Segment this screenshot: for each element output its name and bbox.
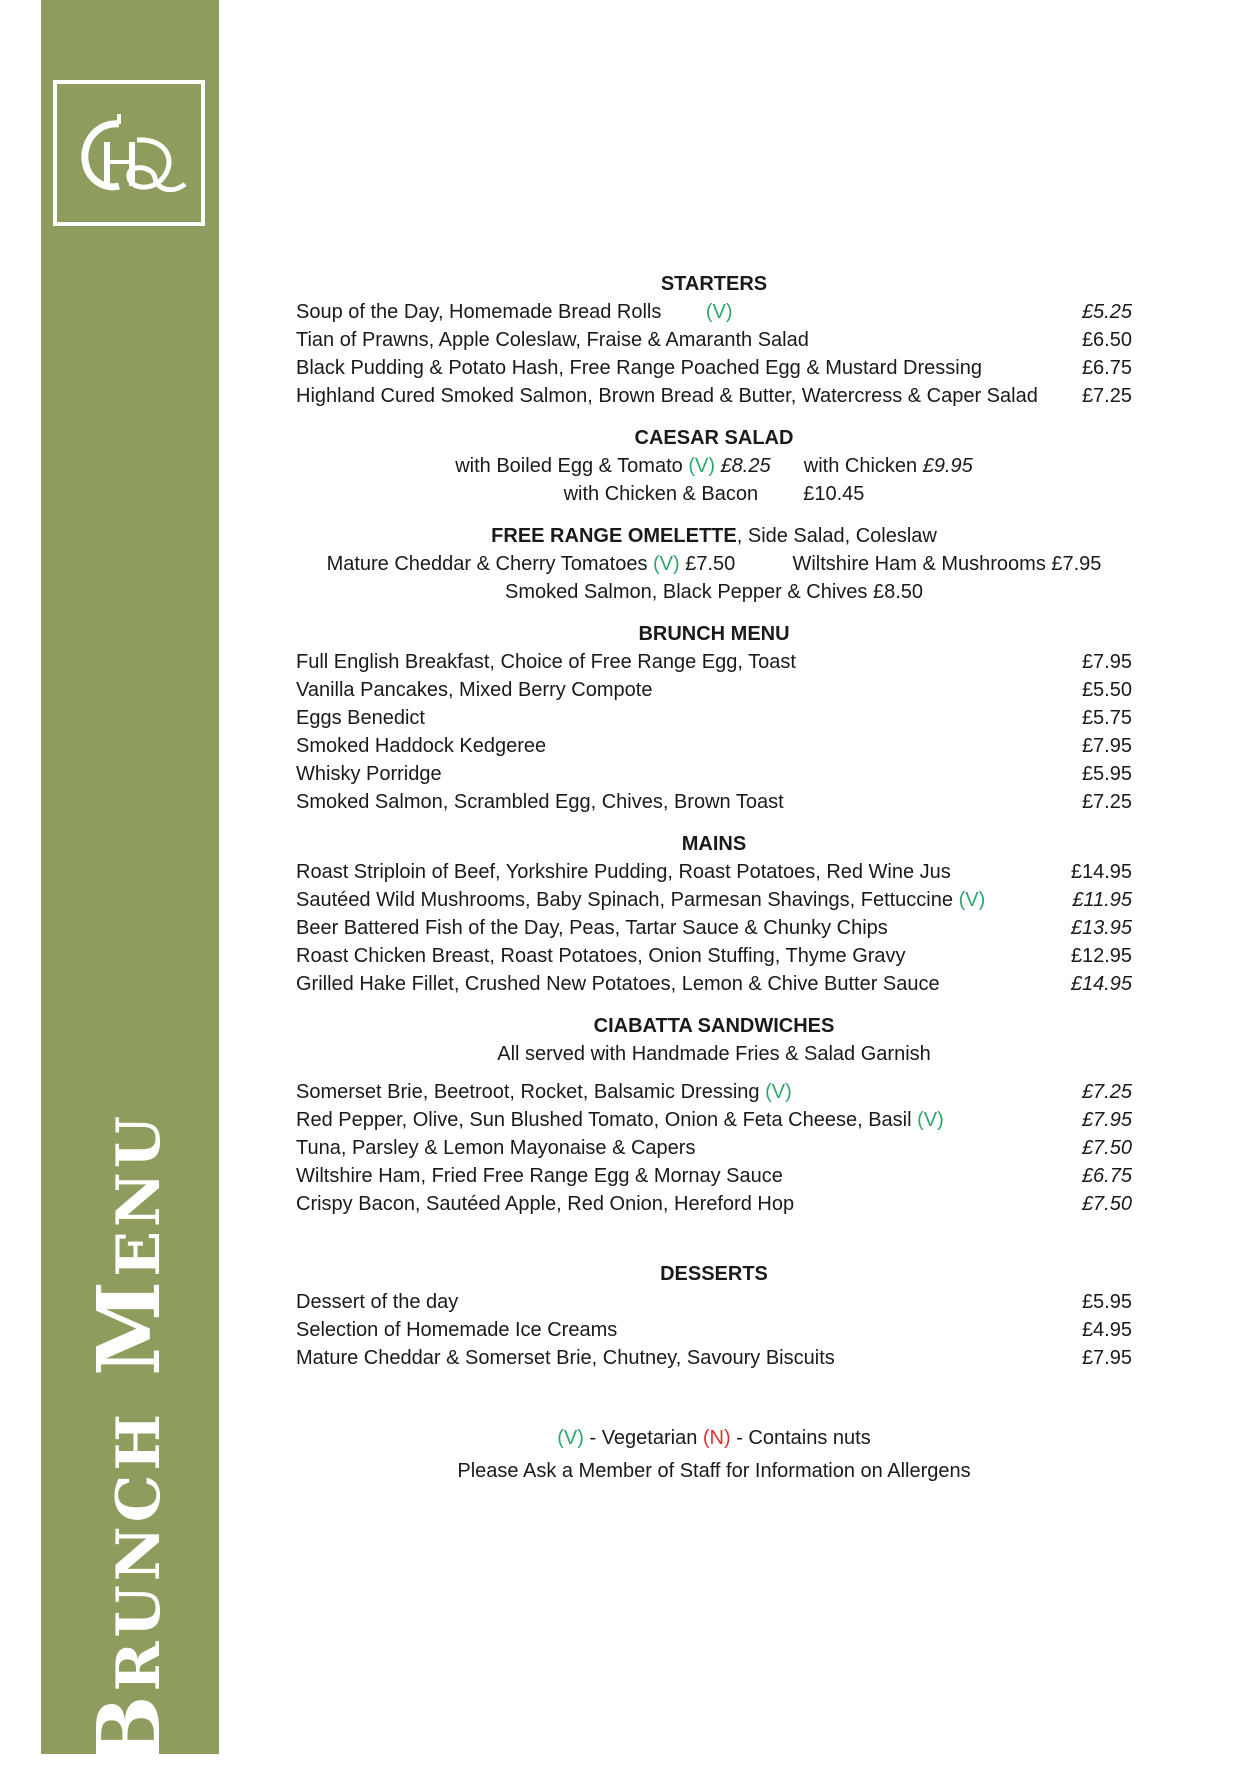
section-title: STARTERS xyxy=(660,273,768,295)
item-name: Grilled Hake Fillet, Crushed New Potatoes, Lemon & Chive Butter Sauce xyxy=(296,973,940,995)
menu-item xyxy=(296,732,1132,760)
caesar-line-2 xyxy=(296,480,1132,508)
item-name: Eggs Benedict xyxy=(296,707,425,729)
menu-item xyxy=(296,1344,1132,1372)
mains-section xyxy=(296,830,1132,998)
item-price: £6.75 xyxy=(1081,357,1132,379)
menu-item xyxy=(296,858,1132,886)
omelette-heading xyxy=(296,522,1132,550)
omelette-line-2: Smoked Salmon, Black Pepper & Chives £8.50 xyxy=(505,581,923,603)
omelette-section xyxy=(296,522,1132,606)
caesar-line-1 xyxy=(296,452,1132,480)
item-price: £7.95 xyxy=(1081,735,1132,757)
caesar-section xyxy=(296,424,1132,508)
item-price: £5.95 xyxy=(1081,1291,1132,1313)
menu-item xyxy=(296,942,1132,970)
menu-item xyxy=(296,382,1132,410)
sidebar-title: Brunch Menu xyxy=(79,1111,180,1768)
logo-icon xyxy=(57,84,201,222)
menu-item xyxy=(296,1162,1132,1190)
item-price: £7.95 xyxy=(1081,1109,1132,1131)
item-price: £7.95 xyxy=(1081,651,1132,673)
item-name: Vanilla Pancakes, Mixed Berry Compote xyxy=(296,679,653,701)
item-name: Dessert of the day xyxy=(296,1291,459,1313)
item-name: Black Pudding & Potato Hash, Free Range Poached Egg & Mustard Dressing xyxy=(296,357,982,379)
menu-item xyxy=(296,970,1132,998)
menu-item xyxy=(296,676,1132,704)
item-name: Roast Striploin of Beef, Yorkshire Pudding, Roast Potatoes, Red Wine Jus xyxy=(296,861,951,883)
menu-item xyxy=(296,326,1132,354)
item-name: Whisky Porridge xyxy=(296,763,442,785)
item-name: Somerset Brie, Beetroot, Rocket, Balsamic Dressing xyxy=(296,1081,760,1103)
menu-item xyxy=(296,1078,1132,1106)
menu-item xyxy=(296,760,1132,788)
item-price: £7.50 xyxy=(685,553,736,575)
omelette-line-1 xyxy=(296,550,1132,578)
item-price: £13.95 xyxy=(1070,917,1132,939)
item-price: £10.45 xyxy=(803,483,865,505)
veg-tag: (V) xyxy=(917,1109,944,1131)
menu-item xyxy=(296,1134,1132,1162)
ciabatta-section xyxy=(296,1012,1132,1218)
section-subtitle: , Side Salad, Coleslaw xyxy=(736,525,937,547)
section-title: FREE RANGE OMELETTE xyxy=(491,525,737,547)
brunch-section xyxy=(296,620,1132,816)
item-name: with Chicken & Bacon xyxy=(563,483,759,505)
veg-tag: (V) xyxy=(653,553,680,575)
item-price: £5.95 xyxy=(1081,763,1132,785)
menu-item xyxy=(296,914,1132,942)
veg-tag: (V) xyxy=(688,455,715,477)
section-subtitle: All served with Handmade Fries & Salad Garnish xyxy=(497,1043,931,1065)
veg-tag: (V) xyxy=(765,1081,792,1103)
item-name: Red Pepper, Olive, Sun Blushed Tomato, Onion & Feta Cheese, Basil xyxy=(296,1109,912,1131)
item-name: with Chicken xyxy=(803,455,918,477)
item-name: Wiltshire Ham & Mushrooms £7.95 xyxy=(792,553,1102,575)
section-title: CAESAR SALAD xyxy=(634,427,794,449)
item-price: £14.95 xyxy=(1070,973,1132,995)
menu-item xyxy=(296,788,1132,816)
legend-text: - Contains nuts xyxy=(730,1427,871,1449)
menu-item xyxy=(296,704,1132,732)
item-price: £7.95 xyxy=(1081,1347,1132,1369)
item-price: £4.95 xyxy=(1081,1319,1132,1341)
item-name: with Boiled Egg & Tomato xyxy=(455,455,683,477)
menu-content xyxy=(296,270,1132,1386)
legend xyxy=(296,1422,1132,1455)
item-price: £7.50 xyxy=(1081,1137,1132,1159)
item-price: £5.75 xyxy=(1081,707,1132,729)
item-price: £6.75 xyxy=(1081,1165,1132,1187)
item-price: £7.25 xyxy=(1081,385,1132,407)
item-name: Mature Cheddar & Cherry Tomatoes xyxy=(326,553,648,575)
menu-item xyxy=(296,886,1132,914)
item-name: Crispy Bacon, Sautéed Apple, Red Onion, Hereford Hop xyxy=(296,1193,795,1215)
item-price: £12.95 xyxy=(1070,945,1132,967)
section-title: DESSERTS xyxy=(660,1263,768,1285)
item-price: £7.25 xyxy=(1081,791,1132,813)
item-price: £5.50 xyxy=(1081,679,1132,701)
item-name: Tian of Prawns, Apple Coleslaw, Fraise & Amaranth Salad xyxy=(296,329,809,351)
veg-tag: (V) xyxy=(958,889,986,911)
menu-item xyxy=(296,354,1132,382)
item-name: Beer Battered Fish of the Day, Peas, Tartar Sauce & Chunky Chips xyxy=(296,917,888,939)
monogram-logo xyxy=(53,80,205,226)
item-name: Selection of Homemade Ice Creams xyxy=(296,1319,618,1341)
menu-item xyxy=(296,298,1132,326)
item-price: £9.95 xyxy=(922,455,973,477)
item-name: Sautéed Wild Mushrooms, Baby Spinach, Parmesan Shavings, Fettuccine xyxy=(296,889,953,911)
item-name: Smoked Salmon, Scrambled Egg, Chives, Brown Toast xyxy=(296,791,784,813)
menu-item xyxy=(296,1190,1132,1218)
nuts-tag: (N) xyxy=(702,1427,731,1449)
legend-text: - Vegetarian xyxy=(583,1427,703,1449)
item-price: £14.95 xyxy=(1070,861,1132,883)
desserts-section xyxy=(296,1260,1132,1372)
menu-item xyxy=(296,1106,1132,1134)
section-title: CIABATTA SANDWICHES xyxy=(593,1015,835,1037)
menu-item xyxy=(296,1316,1132,1344)
section-title: MAINS xyxy=(681,833,747,855)
item-name: Roast Chicken Breast, Roast Potatoes, Onion Stuffing, Thyme Gravy xyxy=(296,945,906,967)
item-price: £5.25 xyxy=(1081,301,1132,323)
starters-section xyxy=(296,270,1132,410)
item-name: Tuna, Parsley & Lemon Mayonaise & Capers xyxy=(296,1137,696,1159)
allergen-notice: Please Ask a Member of Staff for Information on Allergens xyxy=(457,1460,971,1482)
item-price: £11.95 xyxy=(1072,889,1132,911)
item-name: Highland Cured Smoked Salmon, Brown Bread & Butter, Watercress & Caper Salad xyxy=(296,385,1038,407)
item-price: £7.50 xyxy=(1081,1193,1132,1215)
footer xyxy=(296,1422,1132,1488)
item-name: Wiltshire Ham, Fried Free Range Egg & Mornay Sauce xyxy=(296,1165,783,1187)
item-price: £7.25 xyxy=(1081,1081,1132,1103)
item-price: £6.50 xyxy=(1081,329,1132,351)
item-name: Smoked Haddock Kedgeree xyxy=(296,735,547,757)
veg-tag: (V) xyxy=(705,301,733,323)
item-price: £8.25 xyxy=(720,455,771,477)
menu-item xyxy=(296,648,1132,676)
item-name: Full English Breakfast, Choice of Free Range Egg, Toast xyxy=(296,651,796,673)
section-title: BRUNCH MENU xyxy=(638,623,790,645)
item-name: Soup of the Day, Homemade Bread Rolls xyxy=(296,301,662,323)
veg-tag: (V) xyxy=(557,1427,584,1449)
menu-item xyxy=(296,1288,1132,1316)
item-name: Mature Cheddar & Somerset Brie, Chutney, Savoury Biscuits xyxy=(296,1347,835,1369)
